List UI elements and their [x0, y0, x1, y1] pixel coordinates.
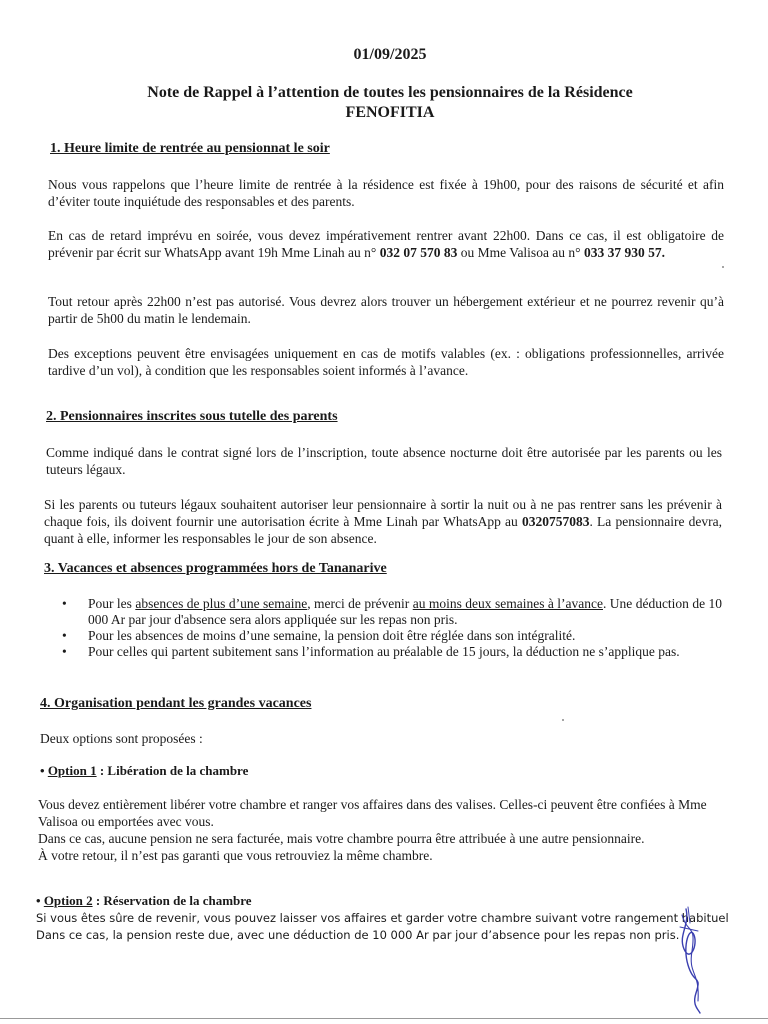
section-2-paragraph-1: Comme indiqué dans le contrat signé lors de l’inscription, toute absence nocturne doit être autorisée par les parents ou les tuteurs légaux.: [46, 445, 722, 477]
option-1-heading: [40, 763, 248, 779]
paragraph-text: ou Mme Valisoa au n°: [460, 245, 581, 260]
paragraph-text: .: [661, 245, 665, 260]
list-item-underlined: au moins deux semaines à l’avance: [412, 596, 603, 611]
title-line-2: FENOFITIA: [345, 104, 435, 121]
section-1-number: 1.: [50, 141, 61, 156]
list-item: [62, 596, 722, 628]
list-item: [62, 628, 722, 644]
list-item-text: Pour les absences de moins d’une semaine, la pension doit être réglée dans son intégralité.: [88, 628, 576, 643]
option-1-line-1: Vous devez entièrement libérer votre chambre et ranger vos affaires dans des valises. Celles-ci peuvent être confiées à Mme Valisoa ou emportées avec vous.: [38, 797, 707, 829]
option-2-label: Option 2: [43, 893, 93, 908]
section-3-bullet-list: [62, 596, 722, 660]
phone-number-valisoa: 033 37 930 57: [583, 245, 662, 260]
phone-number-linah: 032 07 570 83: [379, 245, 458, 260]
scan-edge-line: [0, 1018, 768, 1019]
handwritten-signature: [668, 905, 718, 1015]
option-2-line-2: Dans ce cas, la pension reste due, avec une déduction de 10 000 Ar par jour d’absence pour les repas non pris.: [36, 928, 680, 942]
list-item-text: Pour les: [88, 596, 136, 611]
scan-speck: [722, 266, 724, 268]
section-2-heading: 2. Pensionnaires inscrites sous tutelle des parents: [46, 409, 338, 424]
section-1-heading: [50, 141, 330, 157]
bullet-icon: •: [62, 628, 67, 643]
section-1-paragraph-2: [48, 227, 724, 261]
option-2-body: [36, 910, 729, 944]
option-1-label: Option 1: [47, 763, 97, 778]
section-1-title: Heure limite de rentrée au pensionnat le soir: [64, 141, 330, 156]
title-line-1: Note de Rappel à l’attention de toutes les pensionnaires de la Résidence: [147, 84, 633, 101]
option-2-title: : Réservation de la chambre: [92, 893, 252, 908]
list-item-text: , merci de prévenir: [307, 596, 413, 611]
option-2-heading: [36, 893, 252, 909]
phone-number-whatsapp: 0320757083: [521, 514, 590, 529]
document-title: [0, 83, 768, 123]
option-1-title: : Libération de la chambre: [96, 763, 249, 778]
list-item-underlined: absences de plus d’une semaine: [135, 596, 308, 611]
list-item-text: . Une déduction de 10 000 Ar par jour d'absence sera alors appliquée sur les repas non pris.: [88, 596, 723, 627]
option-1-line-2: Dans ce cas, aucune pension ne sera facturée, mais votre chambre pourra être attribuée à une autre pensionnaire.: [38, 831, 645, 846]
bullet-icon: •: [40, 763, 45, 778]
paragraph-text: Si les parents ou tuteurs légaux souhaitent autoriser leur pensionnaire à sortir la nuit ou à ne pas rentrer sans les prévenir à chaque fois, ils doivent fournir une autorisation écrite à Mme Linah par WhatsApp au: [44, 497, 722, 529]
option-1-line-3: À votre retour, il n’est pas garanti que vous retrouviez la même chambre.: [38, 848, 433, 863]
bullet-icon: •: [36, 893, 41, 908]
section-3-heading: 3. Vacances et absences programmées hors de Tananarive: [44, 561, 387, 576]
bullet-icon: •: [62, 596, 67, 611]
section-1-paragraph-3: Tout retour après 22h00 n’est pas autorisé. Vous devrez alors trouver un hébergement extérieur et ne pourrez revenir qu’à partir de 5h00 du matin le lendemain.: [48, 294, 724, 326]
bullet-icon: •: [62, 644, 67, 659]
option-1-body: [38, 796, 718, 864]
list-item: [62, 644, 722, 660]
list-item-text: Pour celles qui partent subitement sans l’information au préalable de 15 jours, la déduction ne s’applique pas.: [88, 644, 680, 659]
scan-speck: [562, 719, 564, 721]
document-date: 01/09/2025: [353, 46, 427, 63]
paragraph-text: En cas de retard imprévu en soirée, vous devez impérativement rentrer avant 22h00. Dans ce cas, il est obligatoire de prévenir par écrit sur WhatsApp avant 19h Mme Linah au n°: [48, 228, 724, 260]
option-2-line-1: Si vous êtes sûre de revenir, vous pouvez laisser vos affaires et garder votre chambre suivant votre rangement habituel: [36, 911, 729, 925]
paragraph-text: . La pensionnaire devra, quant à elle, informer les responsables le jour de son absence.: [44, 514, 722, 546]
section-1-paragraph-4: Des exceptions peuvent être envisagées uniquement en cas de motifs valables (ex. : obligations professionnelles, arrivée tardive d’un vol), à condition que les responsables soient informés à l’avance.: [48, 346, 724, 378]
section-4-intro: Deux options sont proposées :: [40, 731, 203, 746]
section-1-paragraph-1: Nous vous rappelons que l’heure limite de rentrée à la résidence est fixée à 19h00, pour des raisons de sécurité et afin d’éviter toute inquiétude des responsables et des parents.: [48, 177, 724, 209]
section-2-paragraph-2: [44, 496, 722, 547]
section-4-heading: 4. Organisation pendant les grandes vacances: [40, 696, 312, 711]
